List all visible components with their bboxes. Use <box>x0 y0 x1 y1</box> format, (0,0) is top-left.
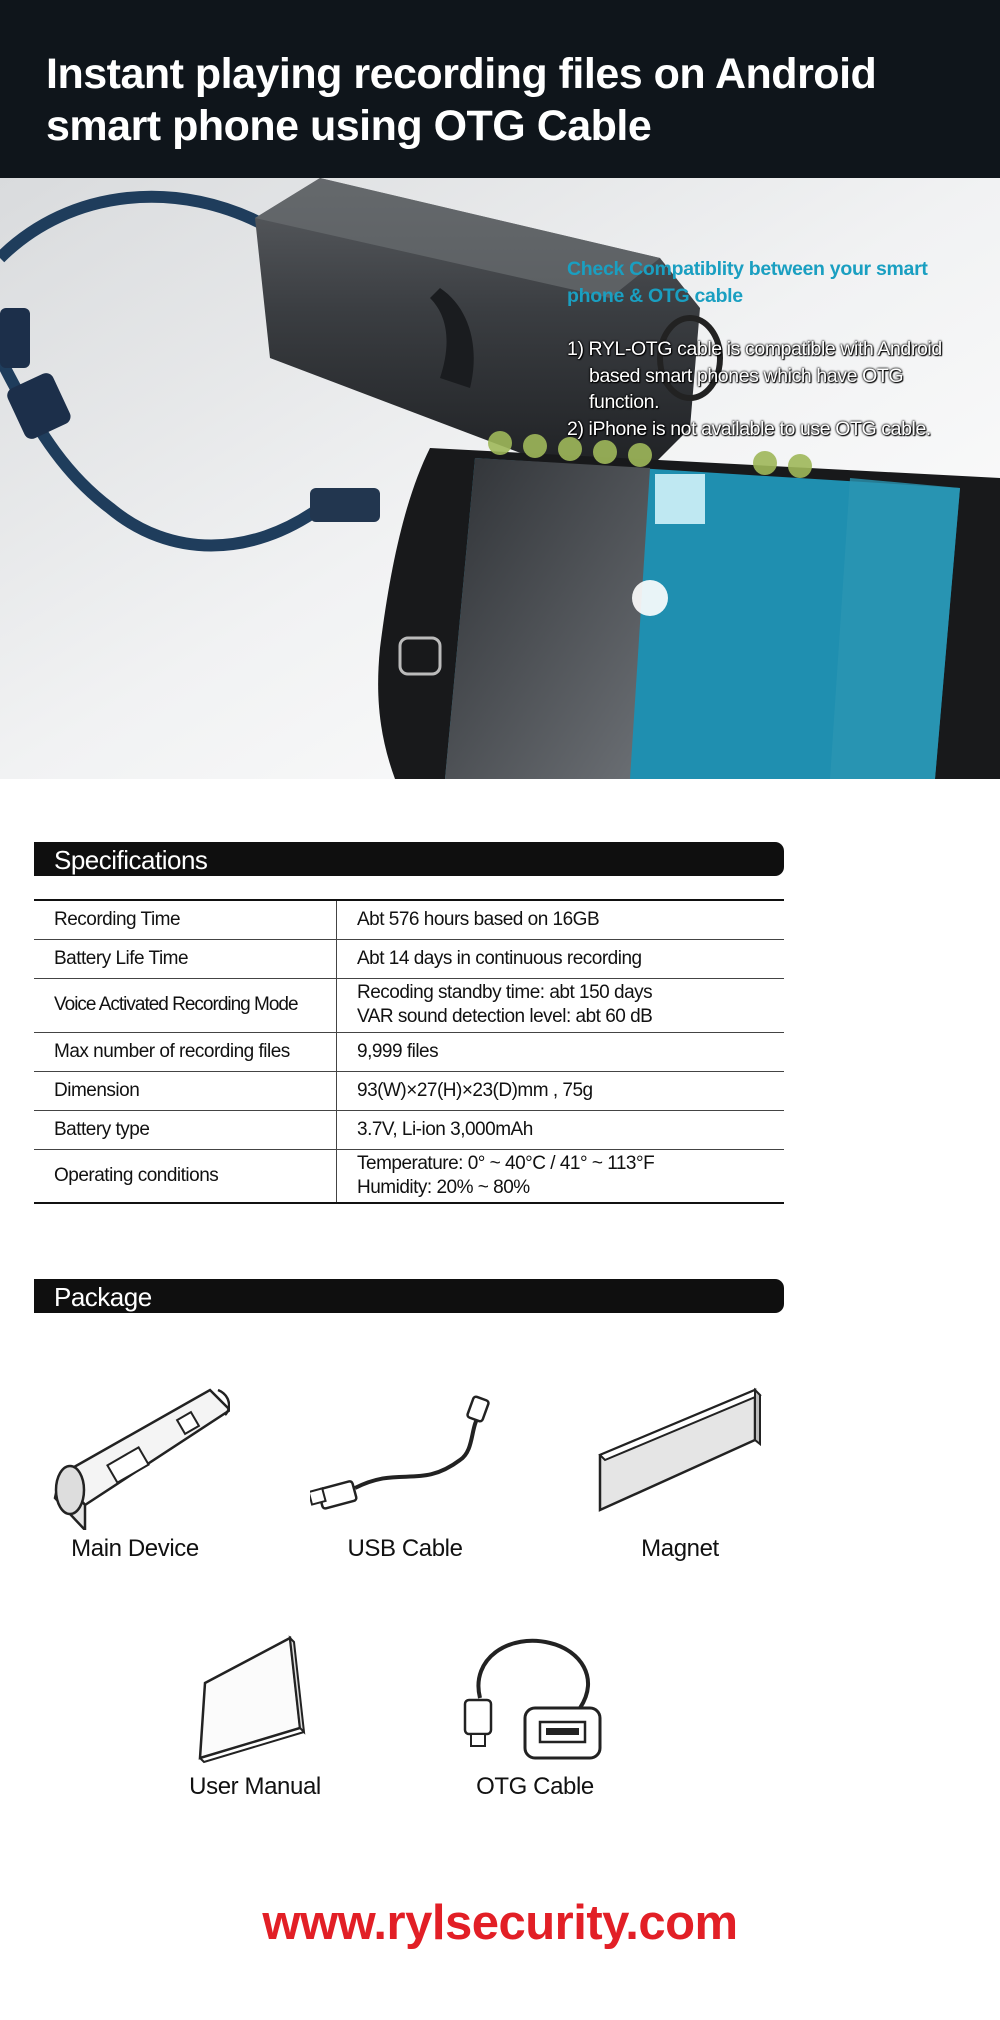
table-row <box>34 1149 784 1203</box>
otg-cable-icon <box>440 1628 630 1768</box>
spec-label: Dimension <box>34 1071 337 1110</box>
table-row <box>34 900 784 939</box>
specifications-table <box>34 899 784 1204</box>
compatibility-title <box>567 256 947 310</box>
table-row <box>34 1032 784 1071</box>
spec-value <box>337 1149 785 1203</box>
spec-value: 3.7V, Li-ion 3,000mAh <box>337 1110 785 1149</box>
compatibility-list <box>567 336 947 442</box>
smartphone-photo <box>378 431 1000 779</box>
package-item-label: Main Device <box>71 1535 199 1562</box>
user-manual-icon <box>160 1628 350 1768</box>
compatibility-item: 2) iPhone is not available to use OTG cable. <box>567 417 931 440</box>
package-item-main-device <box>40 1380 230 1563</box>
spec-value <box>337 978 785 1032</box>
spec-value-line-1: Temperature: 0° ~ 40°C / 41° ~ 113°F <box>357 1152 655 1174</box>
spec-value-line-1: Recoding standby time: abt 150 days <box>357 982 653 1003</box>
spec-label: Voice Activated Recording Mode <box>34 978 337 1032</box>
package-item-label: USB Cable <box>347 1535 463 1562</box>
table-row <box>34 1071 784 1110</box>
spec-value: Abt 14 days in continuous recording <box>337 939 785 978</box>
package-item-magnet <box>585 1380 775 1563</box>
page-title-line-2: smart phone using OTG Cable <box>46 102 652 150</box>
package-item-label: User Manual <box>189 1773 321 1800</box>
package-item-usb-cable <box>310 1380 500 1563</box>
spec-value: Abt 576 hours based on 16GB <box>337 900 785 939</box>
spec-label: Operating conditions <box>34 1149 337 1203</box>
table-row <box>34 939 784 978</box>
package-item-label: OTG Cable <box>476 1773 594 1800</box>
website-link[interactable]: www.rylsecurity.com <box>262 1896 738 1950</box>
table-row <box>34 1110 784 1149</box>
spec-label: Recording Time <box>34 900 337 939</box>
page-header <box>0 0 1000 178</box>
package-item-label: Magnet <box>641 1535 719 1562</box>
magnet-icon <box>585 1380 775 1530</box>
compatibility-title-line-1: Check Compatiblity between your smart <box>567 258 928 280</box>
compatibility-title-line-2: phone & OTG cable <box>567 285 743 307</box>
spec-value: 93(W)×27(H)×23(D)mm , 75g <box>337 1071 785 1110</box>
main-device-icon <box>40 1380 230 1530</box>
spec-value-line-2: VAR sound detection level: abt 60 dB <box>357 1006 653 1027</box>
package-heading: Package <box>34 1279 784 1313</box>
table-row <box>34 978 784 1032</box>
page-title <box>46 48 946 152</box>
usb-cable-icon <box>310 1380 500 1530</box>
spec-label: Battery Life Time <box>34 939 337 978</box>
page-title-line-1: Instant playing recording files on Android <box>46 50 877 98</box>
package-item-otg-cable <box>440 1628 630 1801</box>
spec-label: Battery type <box>34 1110 337 1149</box>
spec-value: 9,999 files <box>337 1032 785 1071</box>
package-item-user-manual <box>160 1628 350 1801</box>
spec-value-line-2: Humidity: 20% ~ 80% <box>357 1176 530 1198</box>
compatibility-item: 1) RYL-OTG cable is compatible with Android based smart phones which have OTG function. <box>567 338 942 413</box>
specifications-heading: Specifications <box>34 842 784 876</box>
spec-label: Max number of recording files <box>34 1032 337 1071</box>
